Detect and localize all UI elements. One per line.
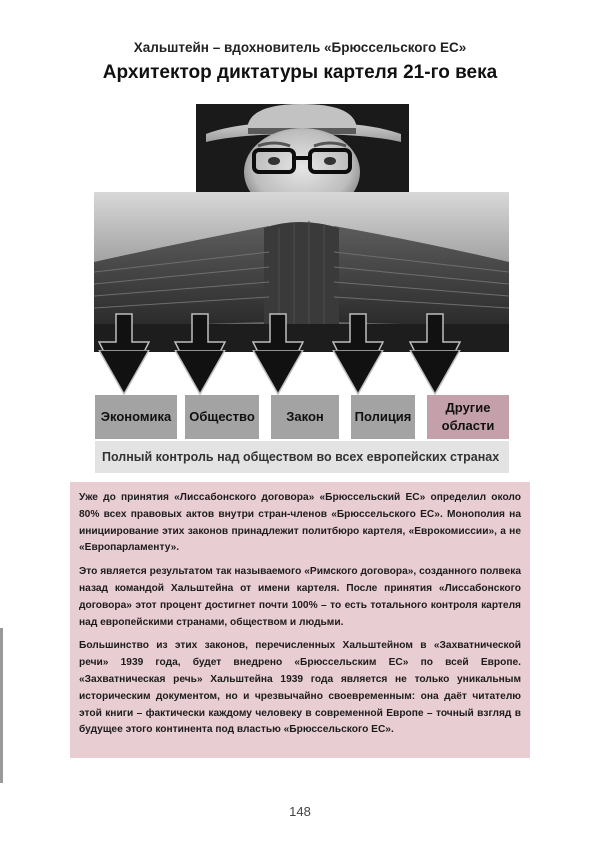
- arrow-society-icon: [175, 350, 225, 394]
- page-subtitle: Хальштейн – вдохновитель «Брюссельского ЕС»: [133, 40, 467, 55]
- building-photo: [94, 192, 509, 352]
- arrow-tips: [94, 350, 509, 396]
- category-other: [427, 395, 509, 439]
- side-edge-strip: [0, 628, 3, 783]
- arrow-other-icon: [410, 350, 460, 394]
- arrow-police-icon: [333, 350, 383, 394]
- portrait-photo: [196, 104, 409, 192]
- control-caption: Полный контроль над обществом во всех европейских странах: [95, 441, 509, 473]
- arrow-law-icon: [253, 350, 303, 394]
- page-number: 148: [289, 804, 311, 819]
- building-illustration: [94, 192, 509, 352]
- portrait-illustration: [196, 104, 409, 192]
- category-society: Общество: [185, 395, 259, 439]
- paragraph-3: Большинство из этих законов, перечисленных Хальштейном в «Захватнической речи» 1939 года, будет внедрено «Брюссельским ЕС» по всей Европе. «Захватническая речь» Хальштейна 1939 года является не только уникальным историческим документом, но и чрезвычайно своевременным: она даёт читателю этой книги – фактически каждому человеку в современной Европе – точный взгляд в будущее этого континента под властью «Брюссельского ЕС».: [79, 640, 521, 736]
- quote-box: [70, 482, 530, 758]
- page-title: Архитектор диктатуры картеля 21-го века: [102, 62, 498, 83]
- category-police: Полиция: [351, 395, 415, 439]
- category-boxes: [95, 395, 509, 439]
- arrow-economy-icon: [99, 350, 149, 394]
- category-other-line1: Другие: [445, 400, 491, 416]
- category-economy: Экономика: [95, 395, 177, 439]
- category-other-line2: области: [441, 418, 495, 433]
- category-law: Закон: [271, 395, 339, 439]
- paragraph-1: Уже до принятия «Лиссабонского договора» «Брюссельский ЕС» определил около 80% всех правовых актов внутри стран-членов «Брюссельского ЕС». Монополия на инициирование этих законов принадлежит политбюро картеля, «Еврокомиссии», а не «Европарламенту».: [79, 492, 521, 554]
- paragraph-2: Это является результатом так называемого «Римского договора», созданного полвека назад командой Хальштейна от имени картеля. После принятия «Лиссабонского договора» этот процент достигнет почти 100% – то есть тотального контроля картеля над европейскими странами, обществом и людьми.: [79, 566, 521, 628]
